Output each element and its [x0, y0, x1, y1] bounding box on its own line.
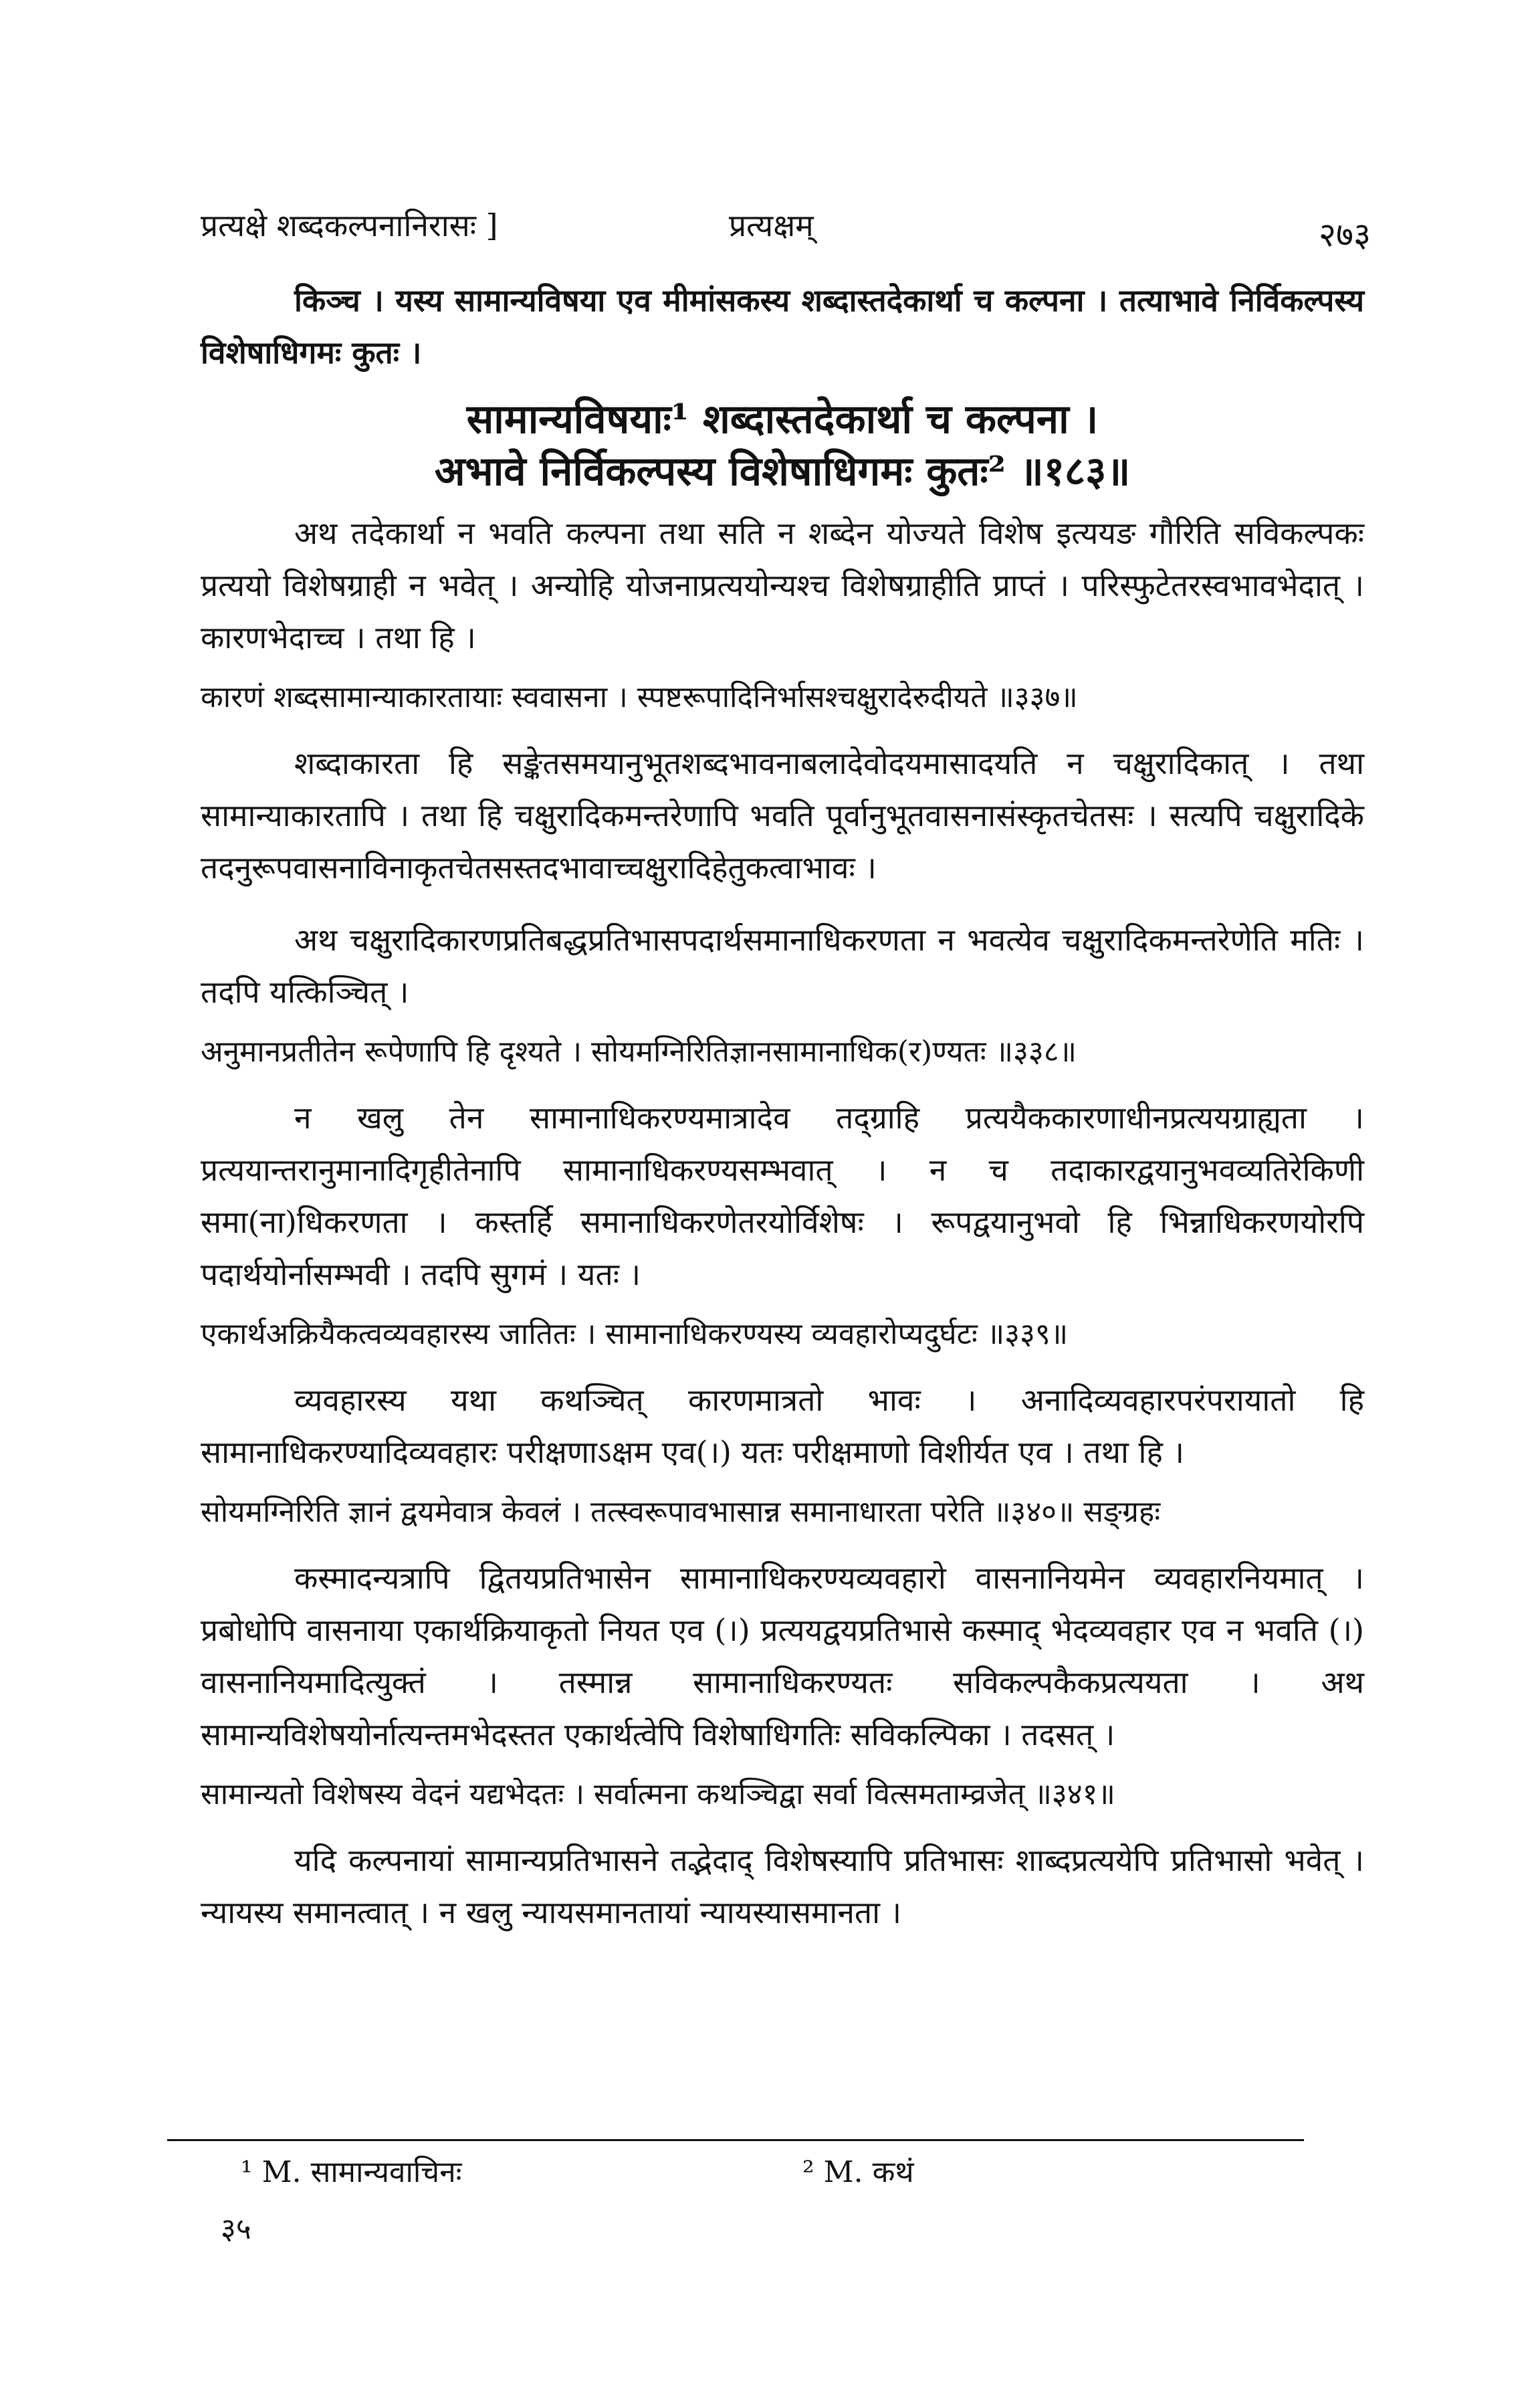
karika-338: अनुमानप्रतीतेन रूपेणापि हि दृश्यते । सोयमग्निरितिज्ञानसामानाधिक(र)ण्यतः ॥३३८॥: [201, 1035, 1077, 1069]
paragraph-3: शब्दाकारता हि सङ्केतसमयानुभूतशब्दभावनाबलादेवोदयमासादयति न चक्षुरादिकात् । तथा सामान्याकारतापि । तथा हि चक्षुरादिकमन्तरेणापि भवति पूर्वानुभूतवासनासंस्कृतचेतसः । सत्यपि चक्षुरादिके तदनुरूपवासनाविनाकृतचेतसस्तदभावाच्चक्षुरादिहेतुकत्वाभावः ।: [201, 745, 1364, 886]
paragraph-2: अथ तदेकार्था न भवति कल्पना तथा सति न शब्देन योज्यते विशेष इत्ययङ गौरिति सविकल्पकः प्रत्ययो विशेषग्राही न भवेत् । अन्योहि योजनाप्रत्ययोन्यश्च विशेषग्राहीति प्राप्तं । परिस्फुटेतरस्वभावभेदात् । कारणभेदाच्च । तथा हि ।: [201, 515, 1364, 656]
signature-mark: ३५: [221, 2212, 251, 2246]
header-chapter-title: प्रत्यक्षम्: [729, 207, 814, 243]
paragraph-5: न खलु तेन सामानाधिकरण्यमात्रादेव तद्ग्राहि प्रत्ययैककारणाधीनप्रत्ययग्राह्यता । प्रत्ययान्तरानुमानादिगृहीतेनापि सामानाधिकरण्यसम्भवात् । न च तदाकारद्वयानुभवव्यतिरेकिणी समा(ना)धिकरणता । कस्तर्हि समानाधिकरणेतरयोर्विशेषः । रूपद्वयानुभवो हि भिन्नाधिकरणयोरपि पदार्थयोर्नासम्भवी । तदपि सुगमं । यतः ।: [201, 1100, 1364, 1292]
verse-183: [201, 393, 1364, 498]
paragraph-8: यदि कल्पनायां सामान्यप्रतिभासने तद्भेदाद् विशेषस्यापि प्रतिभासः शाब्दप्रत्ययेपि प्रतिभासो भवेत् । न्यायस्य समानत्वात् । न खलु न्यायसमानतायां न्यायस्यासमानता ।: [201, 1842, 1364, 1930]
karika-339: एकार्थअक्रियैकत्वव्यवहारस्य जातितः । सामानाधिकरण्यस्य व्यवहारोप्यदुर्घटः ॥३३९॥: [201, 1317, 1069, 1351]
paragraph-6: व्यवहारस्य यथा कथञ्चित् कारणमात्रतो भावः । अनादिव्यवहारपरंपरायातो हि सामानाधिकरण्यादिव्यवहारः परीक्षणाऽक्षम एव(।) यतः परीक्षमाणो विशीर्यत एव । तथा हि ।: [201, 1382, 1364, 1470]
spacer: [201, 894, 1364, 914]
verse-183-line-1: सामान्यविषयाः¹ शब्दास्तदेकार्था च कल्पना ।: [466, 396, 1099, 443]
running-header: [201, 204, 1371, 258]
footnote-2: ² M. कथं: [802, 2155, 914, 2189]
main-text: [201, 274, 1364, 1938]
page-number: २७३: [1319, 215, 1371, 254]
footnote-1: ¹ M. सामान्यवाचिनः: [241, 2155, 462, 2189]
verse-183-line-2: अभावे निर्विकल्पस्य विशेषाधिगमः कुतः² ॥१८३॥: [434, 448, 1131, 495]
header-section-title: प्रत्यक्षे शब्दकल्पनानिरासः ]: [201, 207, 498, 243]
karika-340: सोयमग्निरिति ज्ञानं द्वयमेवात्र केवलं । तत्स्वरूपावभासान्न समानाधारता परेति ॥३४०॥ सङ्ग्रहः: [201, 1495, 1161, 1529]
paragraph-4: अथ चक्षुरादिकारणप्रतिबद्धप्रतिभासपदार्थसमानाधिकरणता न भवत्येव चक्षुरादिकमन्तरेणेति मतिः । तदपि यत्किञ्चित् ।: [201, 922, 1364, 1010]
karika-337: कारणं शब्दसामान्याकारतायाः स्ववासना । स्पष्टरूपादिनिर्भासश्चक्षुरादेरुदीयते ॥३३७॥: [201, 680, 1078, 714]
paragraph-1: किञ्च । यस्य सामान्यविषया एव मीमांसकस्य शब्दास्तदेकार्था च कल्पना । तत्याभावे निर्विकल्पस्य विशेषाधिगमः कुतः ।: [201, 282, 1364, 371]
footnote-divider: [167, 2139, 1304, 2141]
paragraph-7: कस्मादन्यत्रापि द्वितयप्रतिभासेन सामानाधिकरण्यव्यवहारो वासनानियमेन व्यवहारनियमात् । प्रबोधोपि वासनाया एकार्थक्रियाकृतो नियत एव (।) प्रत्ययद्वयप्रतिभासे कस्माद् भेदव्यवहार एव न भवति (।) वासनानियमादित्युक्तं । तस्मान्न सामानाधिकरण्यतः सविकल्पकैकप्रत्ययता । अथ सामान्यविशेषयोर्नात्यन्तमभेदस्तत एकार्थत्वेपि विशेषाधिगतिः सविकल्पिका । तदसत् ।: [201, 1560, 1364, 1752]
karika-341: सामान्यतो विशेषस्य वेदनं यद्यभेदतः । सर्वात्मना कथञ्चिद्वा सर्वा वित्समताम्व्रजेत् ॥३४१॥: [201, 1777, 1115, 1811]
